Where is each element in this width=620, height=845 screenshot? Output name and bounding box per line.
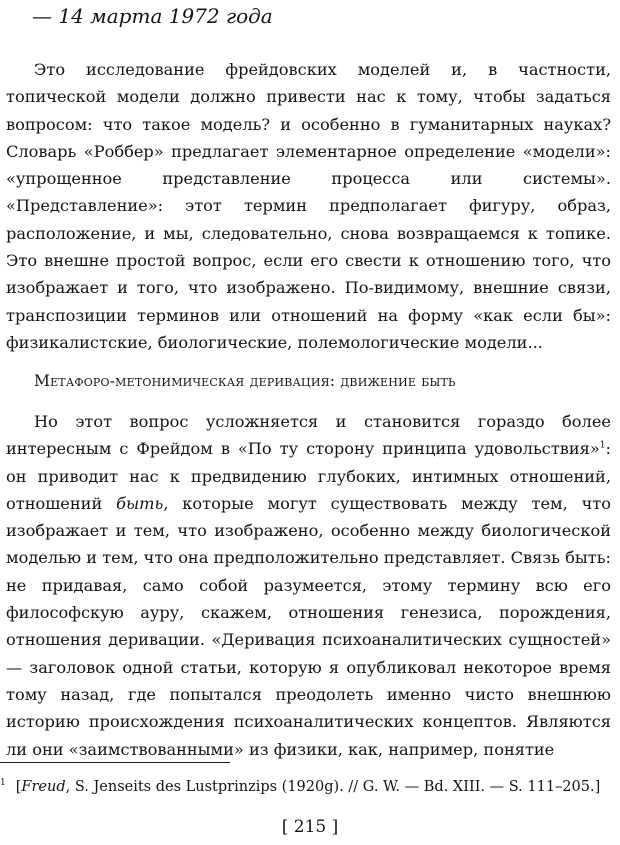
footnote [0,772,614,798]
footnote-text: , S. Jenseits des Lustprinzips (1920g). // G. W. — Bd. XIII. — S. 111–205.] [65,778,601,795]
paragraph-1 [6,56,611,356]
footnote-author: Freud [21,778,66,795]
paragraph-2-part1: Но этот вопрос усложняется и становится гораздо более интересным с Фрейдом в «По ту сторону принципа удовольствия» [6,412,611,459]
paragraph-2-part2: : он приводит нас к предвидению глубоких, интимных отношений, отношений [6,439,611,513]
footnote-reference[interactable]: 1 [599,440,606,451]
paragraph-2-text [6,408,611,763]
section-heading: Метафоро-метонимическая деривация: движение быть [34,372,456,390]
paragraph-2-part3: , которые могут существовать между тем, что изображает и тем, что изображено, особенно между биологической моделью и тем, что она предположительно представляет. Связь быть: не придавая, само собой разумеется, этому термину всю его философскую ауру, скажем, отношения генезиса, порождения, отношения деривации. «Деривация психоаналитических сущностей» — заголовок одной статьи, которую я опубликовал некоторое время тому назад, где попытался преодолеть именно чисто внешнюю историю происхождения психоаналитических концептов. Являются ли они «заимствованными» из физики, как, например, понятие [6,493,611,759]
paragraph-2 [6,408,611,763]
page-number: [ 215 ] [281,817,339,837]
footnote-number: 1 [0,778,6,788]
footnote-open-bracket: [ [15,778,22,795]
emphasized-word: быть [116,493,164,513]
date-line: — 14 марта 1972 года [32,4,273,28]
paragraph-1-text: Это исследование фрейдовских моделей и, в частности, топической модели должно привести нас к тому, чтобы задаться вопросом: что такое модель? и особенно в гуманитарных науках? Словарь «Роббер» предлагает элементарное определение «модели»: «упрощенное представление процесса или системы». «Представление»: этот термин предполагает фигуру, образ, расположение, и мы, следовательно, снова возвращаемся к топике. Это внешне простой вопрос, если его свести к отношению того, что изображает и того, что изображено. По-видимому, внешние связи, транспозиции терминов или отношений на форму «как если бы»: физикалистские, биологические, полемологические модели... [6,60,611,352]
footnote-divider [0,762,230,763]
